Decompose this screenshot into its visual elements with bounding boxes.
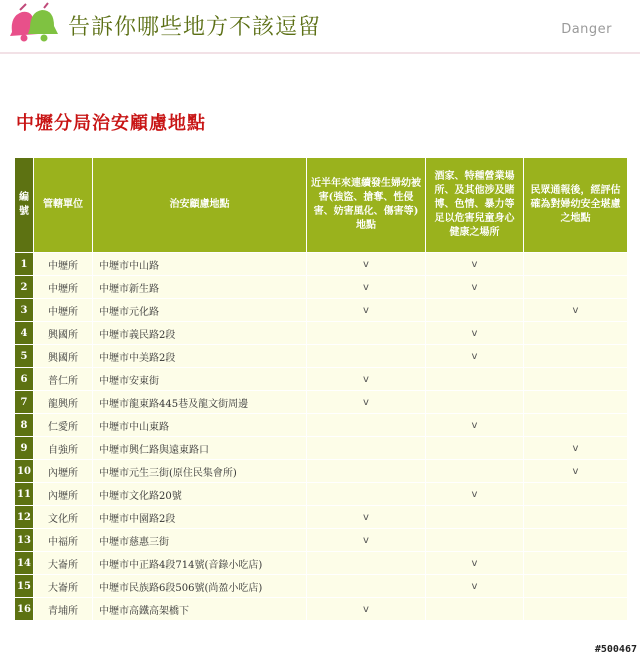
- row-location: 中壢市中山東路: [93, 414, 306, 436]
- row-unit: 中福所: [34, 529, 92, 551]
- row-criterion-2-check: v: [426, 253, 523, 275]
- row-number: 2: [15, 276, 33, 298]
- row-unit: 大崙所: [34, 552, 92, 574]
- table-row: [15, 345, 627, 367]
- row-criterion-3: [524, 345, 627, 367]
- row-number: 3: [15, 299, 33, 321]
- row-location: 中壢市安東街: [93, 368, 306, 390]
- row-number: 9: [15, 437, 33, 459]
- row-criterion-2-check: v: [426, 414, 523, 436]
- table-row: [15, 598, 627, 620]
- row-location: 中壢市高鐵高架橋下: [93, 598, 306, 620]
- row-criterion-3: [524, 529, 627, 551]
- row-location: 中壢市民族路6段506號(尚盈小吃店): [93, 575, 306, 597]
- row-criterion-3: [524, 506, 627, 528]
- row-criterion-2: [426, 299, 523, 321]
- security-locations-table: [14, 157, 628, 621]
- row-criterion-3-check: v: [524, 299, 627, 321]
- row-location: 中壢市元化路: [93, 299, 306, 321]
- row-criterion-2-check: v: [426, 575, 523, 597]
- row-location: 中壢市中美路2段: [93, 345, 306, 367]
- table-row: [15, 322, 627, 344]
- row-unit: 大崙所: [34, 575, 92, 597]
- banner-title: 告訴你哪些地方不該逗留: [68, 15, 322, 40]
- row-unit: 興國所: [34, 322, 92, 344]
- row-criterion-2: [426, 598, 523, 620]
- row-number: 7: [15, 391, 33, 413]
- row-location: 中壢市中山路: [93, 253, 306, 275]
- table-row: [15, 575, 627, 597]
- row-location: 中壢市龍東路445巷及龍文街周邊: [93, 391, 306, 413]
- row-criterion-3: [524, 575, 627, 597]
- top-banner: [0, 0, 640, 54]
- row-unit: 自強所: [34, 437, 92, 459]
- header-location: 治安顧慮地點: [93, 158, 306, 252]
- row-criterion-1: [307, 414, 425, 436]
- row-criterion-1-check: v: [307, 506, 425, 528]
- table-row: [15, 299, 627, 321]
- section-title: 中壢分局治安顧慮地點: [16, 113, 206, 134]
- row-criterion-3: [524, 253, 627, 275]
- row-criterion-2: [426, 460, 523, 482]
- row-number: 10: [15, 460, 33, 482]
- row-criterion-3: [524, 276, 627, 298]
- row-location: 中壢市元生三街(原住民集會所): [93, 460, 306, 482]
- danger-label: Danger: [561, 22, 612, 37]
- row-unit: 內壢所: [34, 483, 92, 505]
- row-criterion-1: [307, 322, 425, 344]
- row-criterion-1: [307, 575, 425, 597]
- row-number: 12: [15, 506, 33, 528]
- row-criterion-1: [307, 552, 425, 574]
- row-criterion-3: [524, 368, 627, 390]
- row-number: 11: [15, 483, 33, 505]
- header-unit: 管轄單位: [34, 158, 92, 252]
- table-row: [15, 276, 627, 298]
- table-row: [15, 437, 627, 459]
- row-criterion-2: [426, 391, 523, 413]
- row-location: 中壢市義民路2段: [93, 322, 306, 344]
- table-row: [15, 529, 627, 551]
- row-criterion-2: [426, 437, 523, 459]
- row-unit: 文化所: [34, 506, 92, 528]
- row-location: 中壢市慈惠三街: [93, 529, 306, 551]
- row-criterion-2-check: v: [426, 345, 523, 367]
- row-criterion-1-check: v: [307, 299, 425, 321]
- row-criterion-3: [524, 391, 627, 413]
- row-number: 6: [15, 368, 33, 390]
- row-number: 13: [15, 529, 33, 551]
- row-criterion-3-check: v: [524, 460, 627, 482]
- row-number: 15: [15, 575, 33, 597]
- row-criterion-3: [524, 414, 627, 436]
- table-row: [15, 414, 627, 436]
- row-number: 8: [15, 414, 33, 436]
- row-criterion-2: [426, 506, 523, 528]
- table-header-row: [15, 158, 627, 252]
- watermark-id: #500467: [594, 644, 637, 655]
- row-unit: 龍興所: [34, 391, 92, 413]
- row-criterion-2: [426, 529, 523, 551]
- table-row: [15, 391, 627, 413]
- header-criterion-1: 近半年來連續發生婦幼被害(強盜、搶奪、性侵害、妨害風化、傷害等)地點: [307, 158, 425, 252]
- row-criterion-2-check: v: [426, 322, 523, 344]
- row-criterion-1-check: v: [307, 598, 425, 620]
- row-unit: 中壢所: [34, 299, 92, 321]
- row-number: 1: [15, 253, 33, 275]
- row-unit: 仁愛所: [34, 414, 92, 436]
- row-number: 14: [15, 552, 33, 574]
- row-criterion-1-check: v: [307, 529, 425, 551]
- row-location: 中壢市文化路20號: [93, 483, 306, 505]
- row-criterion-1: [307, 437, 425, 459]
- row-criterion-3: [524, 483, 627, 505]
- row-location: 中壢市中園路2段: [93, 506, 306, 528]
- bells-icon: [4, 2, 62, 48]
- row-criterion-1-check: v: [307, 368, 425, 390]
- table-row: [15, 460, 627, 482]
- table-row: [15, 506, 627, 528]
- row-criterion-3: [524, 322, 627, 344]
- row-criterion-1: [307, 460, 425, 482]
- row-criterion-3: [524, 598, 627, 620]
- table-row: [15, 552, 627, 574]
- row-criterion-2: [426, 368, 523, 390]
- row-criterion-3-check: v: [524, 437, 627, 459]
- row-location: 中壢市中正路4段714號(音錄小吃店): [93, 552, 306, 574]
- row-unit: 青埔所: [34, 598, 92, 620]
- row-criterion-2-check: v: [426, 483, 523, 505]
- row-criterion-3: [524, 552, 627, 574]
- row-location: 中壢市新生路: [93, 276, 306, 298]
- header-criterion-2: 酒家、特種營業場所、及其他涉及賭博、色情、暴力等足以危害兒童身心健康之場所: [426, 158, 523, 252]
- row-location: 中壢市興仁路與遠東路口: [93, 437, 306, 459]
- row-unit: 興國所: [34, 345, 92, 367]
- row-number: 16: [15, 598, 33, 620]
- row-number: 4: [15, 322, 33, 344]
- row-criterion-2-check: v: [426, 276, 523, 298]
- row-criterion-1-check: v: [307, 276, 425, 298]
- table-row: [15, 253, 627, 275]
- row-number: 5: [15, 345, 33, 367]
- row-unit: 中壢所: [34, 276, 92, 298]
- row-criterion-1: [307, 345, 425, 367]
- table-row: [15, 368, 627, 390]
- row-criterion-2-check: v: [426, 552, 523, 574]
- row-criterion-1: [307, 483, 425, 505]
- row-unit: 普仁所: [34, 368, 92, 390]
- row-unit: 內壢所: [34, 460, 92, 482]
- row-unit: 中壢所: [34, 253, 92, 275]
- row-criterion-1-check: v: [307, 253, 425, 275]
- row-criterion-1-check: v: [307, 391, 425, 413]
- header-number: 編號: [15, 158, 33, 252]
- table-row: [15, 483, 627, 505]
- header-criterion-3: 民眾通報後，經評估確為對婦幼安全堪慮之地點: [524, 158, 627, 252]
